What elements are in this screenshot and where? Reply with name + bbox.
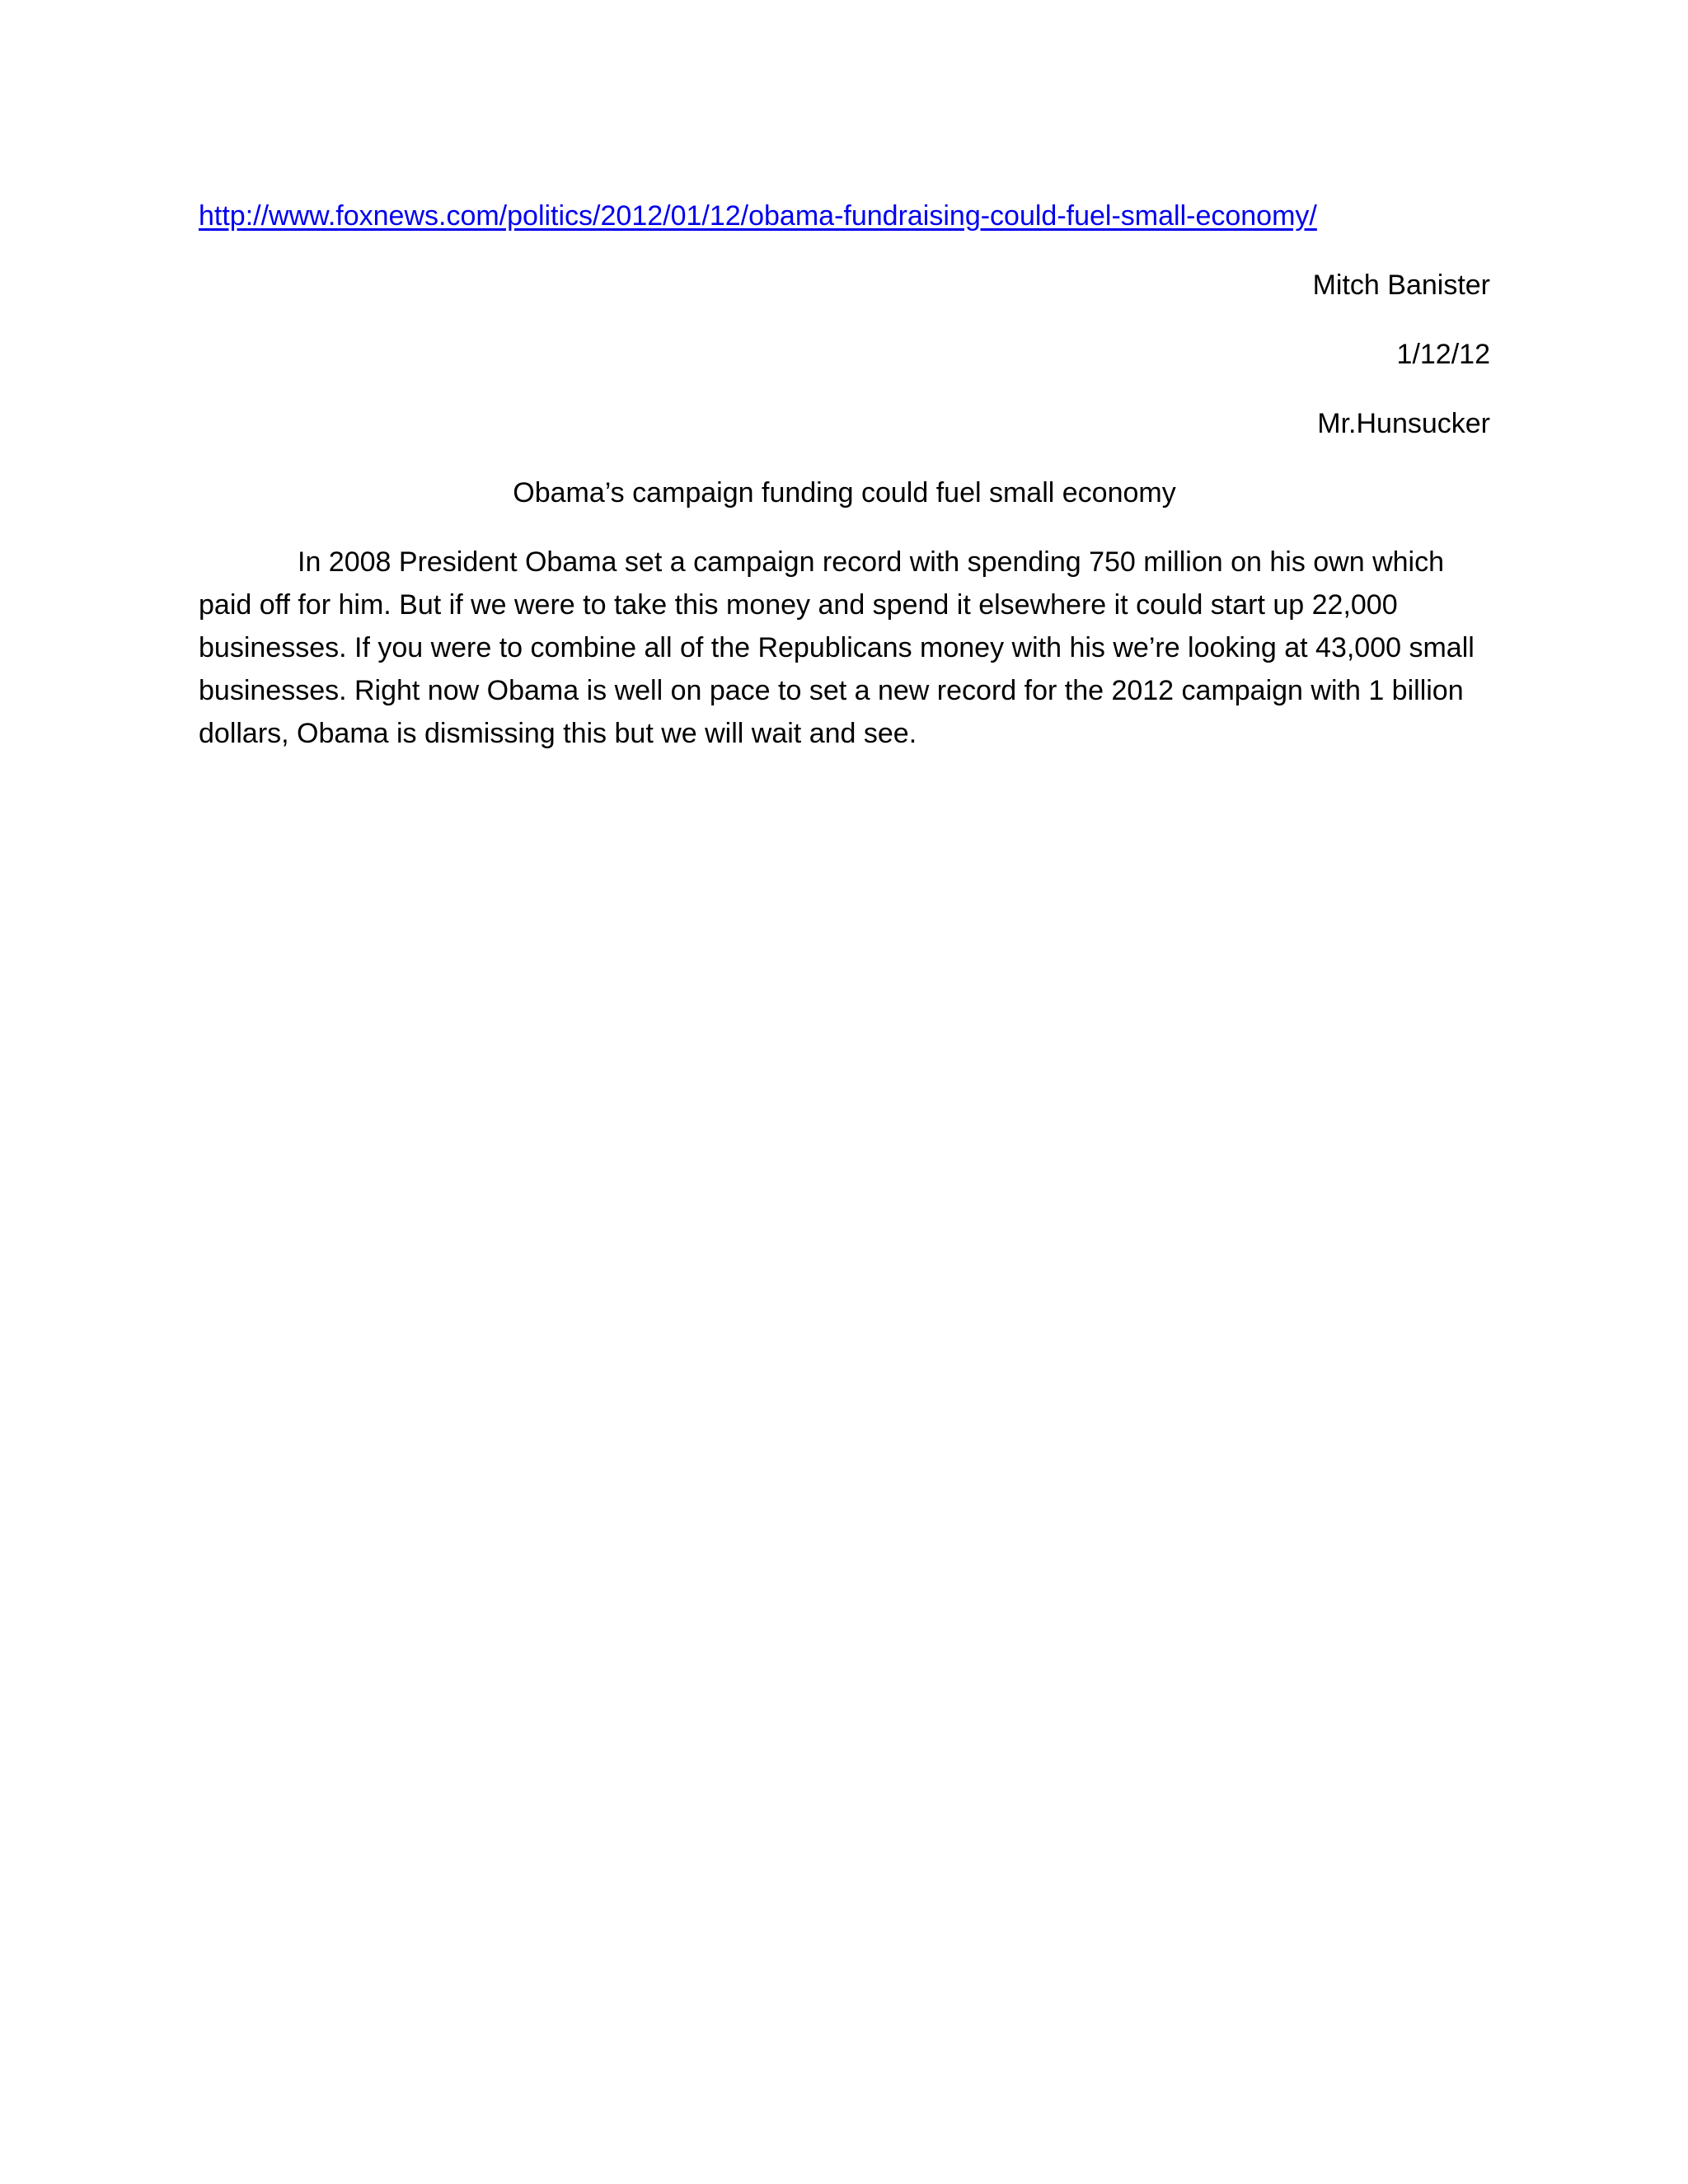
- source-url-line: [199, 194, 1490, 237]
- document-content: [199, 194, 1490, 755]
- teacher-name: Mr.Hunsucker: [1317, 408, 1490, 439]
- body-paragraph: In 2008 President Obama set a campaign record with spending 750 million on his own which paid off for him. But if we were to take this money and spend it elsewhere it could start up 22,000 businesses. If you were to combine all of the Republicans money with his we’re looking at 43,000 small businesses. Right now Obama is well on pace to set a new record for the 2012 campaign with 1 billion dollars, Obama is dismissing this but we will wait and see.: [199, 546, 1475, 749]
- document-title: Obama’s campaign funding could fuel small economy: [513, 477, 1176, 509]
- source-url-link[interactable]: http://www.foxnews.com/politics/2012/01/12/obama-fundraising-could-fuel-small-economy/: [199, 200, 1317, 232]
- author-name: Mitch Banister: [1312, 269, 1490, 301]
- document-date: 1/12/12: [1396, 339, 1490, 370]
